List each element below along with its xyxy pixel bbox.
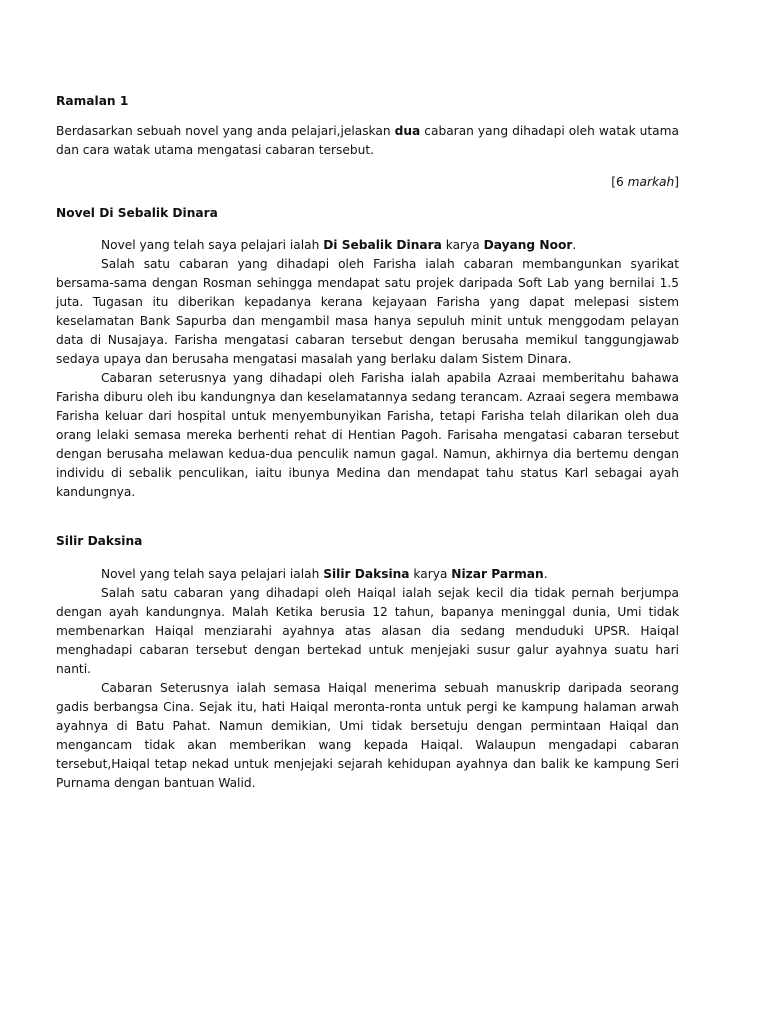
novel-title: Silir Daksina	[323, 567, 410, 581]
paragraph-dinara-1: Salah satu cabaran yang dihadapi oleh Farisha ialah cabaran membangunkan syarikat bersama-sama dengan Rosman sehingga mendapat satu projek daripada Soft Lab yang bernilai 1.5 juta. Tugasan itu diberikan kepadanya kerana kejayaan Farisha yang dapat melepasi sistem keselamatan Bank Sapurba dan mengambil masa hanya sepuluh minit untuk menggodam pelayan data di Nusajaya. Farisha mengatasi cabaran tersebut dengan berusaha memikul tanggungjawab sedaya upaya dan berusaha mengatasi masalah yang berlaku dalam Sistem Dinara.	[56, 257, 679, 366]
marks-open: [6	[611, 175, 628, 189]
intro-suffix: .	[543, 567, 548, 581]
intro-paragraph-silir	[56, 565, 679, 584]
question-text-after: cabaran yang dihadapi oleh watak utama dan cara watak utama mengatasi cabaran tersebut.	[56, 124, 679, 157]
intro-paragraph-dinara	[56, 236, 679, 255]
intro-middle: karya	[409, 567, 452, 581]
author-name: Dayang Noor	[483, 238, 573, 252]
marks-label	[56, 173, 679, 192]
paragraph-dinara-2: Cabaran seterusnya yang dihadapi oleh Farisha ialah apabila Azraai memberitahu bahawa Farisha diburu oleh ibu kandungnya dan keselamatannya sedang terancam. Azraai segera membawa Farisha keluar dari hospital untuk menyembunyikan Farisha, tetapi Farisha telah dilarikan oleh dua orang lelaki semasa mereka berhenti rehat di Hentian Pagoh. Farisaha mengatasi cabaran tersebut dengan berusaha melawan kedua-dua penculik namun gagal. Namun, akhirnya dia bertemu dengan individu di sebalik penculikan, iaitu ibunya Medina dan mendapat tahu status Karl sebagai ayah kandungnya.	[56, 371, 679, 499]
question-emphasis: dua	[394, 124, 421, 138]
author-name: Nizar Parman	[451, 567, 544, 581]
section-title-silir: Silir Daksina	[56, 534, 143, 548]
intro-prefix: Novel yang telah saya pelajari ialah	[101, 238, 324, 252]
paragraph-silir-2: Cabaran Seterusnya ialah semasa Haiqal menerima sebuah manuskrip daripada seorang gadis berbangsa Cina. Sejak itu, hati Haiqal meronta-ronta untuk pergi ke kampung halaman arwah ayahnya di Batu Pahat. Namun demikian, Umi tidak bersetuju dengan permintaan Haiqal dan mengancam tidak akan memberikan wang kepada Haiqal. Walaupun mengadapi cabaran tersebut,Haiqal tetap nekad untuk menjejaki sejarah kehidupan ayahnya dan balik ke kampung Seri Purnama dengan bantuan Walid.	[56, 681, 679, 790]
question-text	[56, 122, 679, 160]
marks-close: ]	[674, 175, 679, 189]
novel-title: Di Sebalik Dinara	[323, 238, 442, 252]
marks-word: markah	[627, 175, 675, 189]
question-text-before: Berdasarkan sebuah novel yang anda pelajari,jelaskan	[56, 124, 395, 138]
document-content	[56, 88, 679, 793]
paragraph-silir-1: Salah satu cabaran yang dihadapi oleh Haiqal ialah sejak kecil dia tidak pernah berjumpa dengan ayah kandungnya. Malah Ketika berusia 12 tahun, bapanya meninggal dunia, Umi tidak membenarkan Haiqal menziarahi ayahnya atas alasan dia sedang menduduki UPSR. Haiqal menghadapi cabaran tersebut dengan bertekad untuk menjejaki susur galur ayahnya suatu hari nanti.	[56, 586, 679, 676]
exercise-heading: Ramalan 1	[56, 94, 129, 108]
section-title-dinara: Novel Di Sebalik Dinara	[56, 206, 218, 220]
intro-middle: karya	[441, 238, 484, 252]
intro-prefix: Novel yang telah saya pelajari ialah	[101, 567, 324, 581]
intro-suffix: .	[572, 238, 577, 252]
